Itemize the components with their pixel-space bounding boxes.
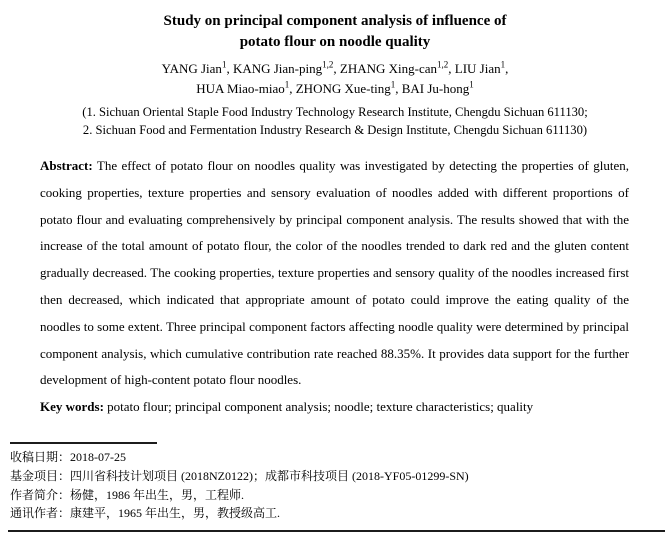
author-bio-value: 杨健，1986 年出生，男，工程师. bbox=[70, 487, 245, 502]
abstract-paragraph bbox=[40, 153, 629, 394]
author-separator: , bbox=[395, 80, 402, 96]
author-separator: , bbox=[505, 61, 509, 76]
received-date-line bbox=[10, 448, 662, 467]
paper-body bbox=[40, 153, 629, 421]
author bbox=[455, 61, 509, 76]
author-affiliation-sup: 1 bbox=[500, 59, 506, 70]
paper-title-line2: potato flour on noodle quality bbox=[239, 34, 431, 50]
author-affiliation-sup: 1 bbox=[221, 59, 227, 70]
author-bio-label: 作者简介： bbox=[10, 487, 71, 502]
keywords-text: potato flour; principal component analysis; noodle; texture characteristics; quality bbox=[103, 399, 534, 415]
author bbox=[233, 61, 340, 76]
author-name: BAI Ju-hong bbox=[401, 80, 470, 96]
author-name: KANG Jian-ping bbox=[232, 61, 323, 76]
keywords-paragraph bbox=[40, 394, 629, 421]
author-affiliation-sup: 1,2 bbox=[322, 59, 334, 70]
author-separator: , bbox=[448, 61, 455, 76]
author-list bbox=[0, 59, 670, 98]
fund-project-line bbox=[10, 467, 662, 486]
author bbox=[196, 81, 295, 96]
fund-project-label: 基金项目： bbox=[10, 468, 71, 483]
affiliation-line1: (1. Sichuan Oriental Staple Food Industry Technology Research Institute, Chengdu Sichuan 611130; bbox=[82, 105, 588, 119]
author-name: YANG Jian bbox=[161, 61, 222, 76]
paper-title-line1: Study on principal component analysis of influence of bbox=[163, 13, 507, 29]
keywords-label: Key words: bbox=[40, 399, 104, 415]
author-list-line1 bbox=[0, 59, 670, 79]
author-name: ZHONG Xue-ting bbox=[295, 80, 391, 96]
author-list-line2 bbox=[0, 79, 670, 99]
affiliation-list bbox=[0, 103, 670, 139]
affiliation-line2: 2. Sichuan Food and Fermentation Industry Research & Design Institute, Chengdu Sichuan 611130) bbox=[82, 123, 588, 137]
received-date-label: 收稿日期： bbox=[10, 450, 71, 464]
author-name: LIU Jian bbox=[454, 61, 501, 76]
author-affiliation-sup: 1 bbox=[390, 79, 396, 90]
author-separator: , bbox=[226, 61, 233, 76]
abstract-text: The effect of potato flour on noodles quality was investigated by detecting the properties of gluten, cooking properties, texture properties and sensory evaluation of noodles added with different proportions of potato flour and evaluating comprehensively by principal component analysis. The results showed that with the increase of the total amount of potato flour, the color of the noodles trended to dark red and the gluten content gradually decreased. The cooking properties, texture properties and sensory quality of the noodles increased first then decreased, which indicated that appropriate amount of potato could improve the eating quality of the noodles to some extent. Three principal component factors affecting noodle quality were determined by principal component analysis, which cumulative contribution rate reached 88.35%. It provides data support for the further development of high-content potato flour noodles. bbox=[40, 158, 629, 388]
footnote-divider bbox=[10, 442, 157, 444]
author-affiliation-sup: 1,2 bbox=[437, 59, 449, 70]
author-name: HUA Miao-miao bbox=[196, 80, 285, 96]
corresponding-author-label: 通讯作者： bbox=[10, 506, 71, 521]
author bbox=[340, 61, 455, 76]
received-date-value: 2018-07-25 bbox=[70, 450, 127, 464]
abstract-label: Abstract: bbox=[40, 158, 93, 173]
corresponding-author-value: 康建平，1965 年出生，男，教授级高工. bbox=[70, 506, 281, 521]
author-affiliation-sup: 1 bbox=[469, 79, 474, 90]
page-bottom-rule bbox=[8, 530, 665, 532]
fund-project-value: 四川省科技计划项目 (2018NZ0122)；成都市科技项目 (2018-YF05-01299-SN) bbox=[70, 468, 469, 483]
paper-title bbox=[30, 11, 640, 53]
author-separator: , bbox=[333, 61, 340, 76]
author-affiliation-sup: 1 bbox=[284, 79, 290, 90]
author bbox=[402, 81, 474, 96]
author bbox=[296, 81, 402, 96]
footnote-block bbox=[10, 442, 662, 523]
author bbox=[162, 61, 233, 76]
author-separator: , bbox=[289, 80, 296, 96]
corresponding-author-line bbox=[10, 504, 662, 523]
author-bio-line bbox=[10, 486, 662, 505]
paper-page bbox=[0, 11, 670, 539]
author-name: ZHANG Xing-can bbox=[339, 61, 437, 76]
